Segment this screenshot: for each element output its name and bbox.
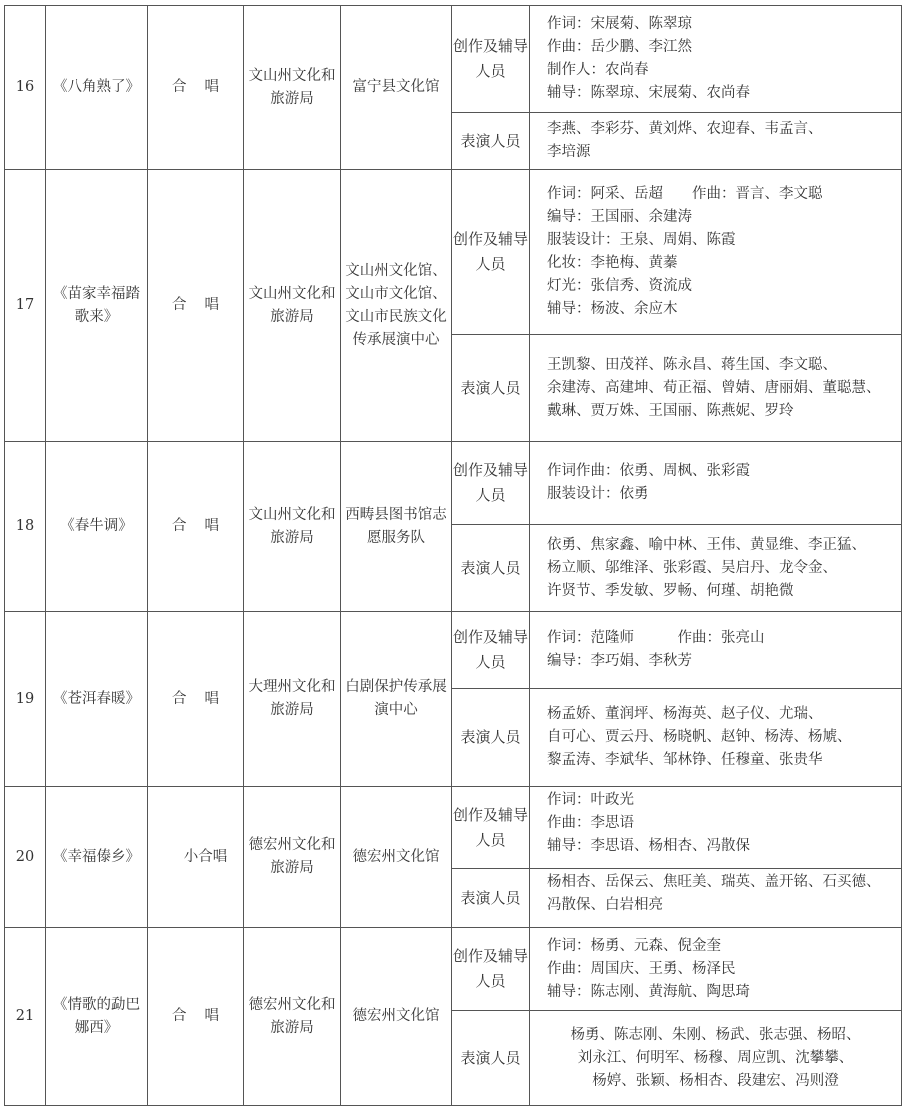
credit-line: 灯光：张信秀、资流成	[547, 278, 692, 294]
performer-line: 刘永江、何明军、杨穆、周应凯、沈攀攀、	[577, 1049, 854, 1066]
creative-list	[530, 170, 902, 335]
program-form: 合唱	[148, 612, 244, 787]
program-title: 《春牛调》	[46, 442, 148, 612]
organizer: 文山州文化和旅游局	[244, 6, 341, 170]
credit-line: 作词：宋展菊、陈翠琼	[547, 16, 692, 32]
program-form: 合唱	[148, 928, 244, 1106]
performer-line: 杨勇、陈志刚、朱刚、杨武、张志强、杨昭、	[570, 1026, 861, 1043]
performer-line: 自可心、贾云丹、杨晓帆、赵钟、杨涛、杨虓、	[547, 729, 852, 745]
table-row	[5, 612, 902, 689]
credit-line: 作词：阿采、岳超 作曲：晋言、李文聪	[547, 186, 823, 202]
performer-line: 杨婷、张颖、杨相杏、段建宏、冯则澄	[592, 1072, 839, 1089]
program-title: 《八角熟了》	[46, 6, 148, 170]
credit-line: 编导：王国丽、余建涛	[547, 209, 692, 225]
table-row	[5, 928, 902, 1011]
performing-unit: 德宏州文化馆	[341, 787, 452, 928]
credit-line: 作词：叶政光	[547, 792, 634, 808]
credit-line: 作曲：周国庆、王勇、杨泽民	[547, 960, 736, 977]
performer-line: 许贤节、季发敏、罗畅、何瑾、胡艳微	[547, 582, 794, 599]
program-form: 小合唱	[148, 787, 244, 928]
performer-line: 戴琳、贾万姝、王国丽、陈燕妮、罗玲	[547, 402, 794, 419]
performer-line: 余建涛、高建坤、荀正福、曾婧、唐丽娟、董聪慧、	[547, 379, 881, 396]
performers-label: 表演人员	[452, 113, 530, 170]
performer-line: 杨立顺、邬维泽、张彩霞、吴启丹、龙令金、	[547, 559, 837, 576]
organizer: 德宏州文化和旅游局	[244, 928, 341, 1106]
program-form: 合唱	[148, 6, 244, 170]
program-title: 《幸福傣乡》	[46, 787, 148, 928]
credit-line: 辅导：陈翠琼、宋展菊、农尚春	[547, 85, 750, 101]
credit-line: 化妆：李艳梅、黄蓁	[547, 255, 678, 271]
credit-line: 作词：范隆师 作曲：张亮山	[547, 630, 765, 646]
performers-list	[530, 1011, 902, 1106]
credit-line: 编导：李巧娟、李秋芳	[547, 653, 692, 669]
performing-unit: 西畴县图书馆志愿服务队	[341, 442, 452, 612]
performer-line: 杨相杏、岳保云、焦旺美、瑞英、盖开铭、石买德、	[547, 874, 881, 890]
creative-label: 创作及辅导人员	[452, 442, 530, 525]
organizer: 大理州文化和旅游局	[244, 612, 341, 787]
credit-line: 作曲：李思语	[547, 815, 634, 831]
creative-label: 创作及辅导人员	[452, 928, 530, 1011]
table-row	[5, 787, 902, 869]
creative-list	[530, 612, 902, 689]
creative-label: 创作及辅导人员	[452, 6, 530, 113]
performers-list	[530, 335, 902, 442]
creative-list	[530, 928, 902, 1011]
credit-line: 辅导：李思语、杨相杏、冯散保	[547, 838, 750, 854]
performing-unit: 文山州文化馆、文山市文化馆、文山市民族文化传承展演中心	[341, 170, 452, 442]
performers-label: 表演人员	[452, 689, 530, 787]
performer-line: 李培源	[547, 144, 591, 160]
program-title: 《苗家幸福踏歌来》	[46, 170, 148, 442]
performing-unit: 德宏州文化馆	[341, 928, 452, 1106]
credit-line: 辅导：陈志刚、黄海航、陶思琦	[547, 983, 750, 1000]
performers-list	[530, 525, 902, 612]
performers-list	[530, 113, 902, 170]
organizer: 文山州文化和旅游局	[244, 170, 341, 442]
credit-line: 制作人：农尚春	[547, 62, 649, 78]
performer-line: 李燕、李彩芬、黄刘烨、农迎春、韦孟言、	[547, 121, 823, 137]
performers-label: 表演人员	[452, 1011, 530, 1106]
program-title: 《情歌的勐巴娜西》	[46, 928, 148, 1106]
creative-label: 创作及辅导人员	[452, 170, 530, 335]
creative-label: 创作及辅导人员	[452, 612, 530, 689]
credit-line: 服装设计：王泉、周娟、陈霞	[547, 232, 736, 248]
performers-label: 表演人员	[452, 525, 530, 612]
performers-list	[530, 689, 902, 787]
performer-line: 黎孟涛、李斌华、邹林铮、任穆童、张贵华	[547, 752, 823, 768]
performer-line: 冯散保、白岩相亮	[547, 897, 663, 913]
credit-line: 作曲：岳少鹏、李江然	[547, 39, 692, 55]
table-row	[5, 170, 902, 335]
row-number: 16	[5, 6, 46, 170]
performers-label: 表演人员	[452, 335, 530, 442]
creative-list	[530, 442, 902, 525]
program-title: 《苍洱春暖》	[46, 612, 148, 787]
row-number: 17	[5, 170, 46, 442]
creative-list	[530, 6, 902, 113]
program-form: 合唱	[148, 442, 244, 612]
performers-label: 表演人员	[452, 869, 530, 928]
credit-line: 辅导：杨波、余应木	[547, 301, 678, 317]
performer-line: 依勇、焦家鑫、喻中林、王伟、黄显维、李正猛、	[547, 536, 866, 553]
credit-line: 作词作曲：依勇、周枫、张彩霞	[547, 463, 750, 479]
credit-line: 服装设计：依勇	[547, 486, 649, 502]
organizer: 德宏州文化和旅游局	[244, 787, 341, 928]
creative-list	[530, 787, 902, 869]
row-number: 20	[5, 787, 46, 928]
row-number: 18	[5, 442, 46, 612]
row-number: 21	[5, 928, 46, 1106]
performer-line: 杨孟娇、董润坪、杨海英、赵子仪、尤瑞、	[547, 706, 823, 722]
credit-line: 作词：杨勇、元森、倪金奎	[547, 937, 721, 954]
organizer: 文山州文化和旅游局	[244, 442, 341, 612]
performing-unit: 富宁县文化馆	[341, 6, 452, 170]
creative-label: 创作及辅导人员	[452, 787, 530, 869]
performers-list	[530, 869, 902, 928]
performing-unit: 白剧保护传承展演中心	[341, 612, 452, 787]
performer-line: 王凯黎、田茂祥、陈永昌、蒋生国、李文聪、	[547, 356, 837, 373]
row-number: 19	[5, 612, 46, 787]
program-table	[4, 5, 902, 1106]
table-row	[5, 442, 902, 525]
program-form: 合唱	[148, 170, 244, 442]
table-row	[5, 6, 902, 113]
